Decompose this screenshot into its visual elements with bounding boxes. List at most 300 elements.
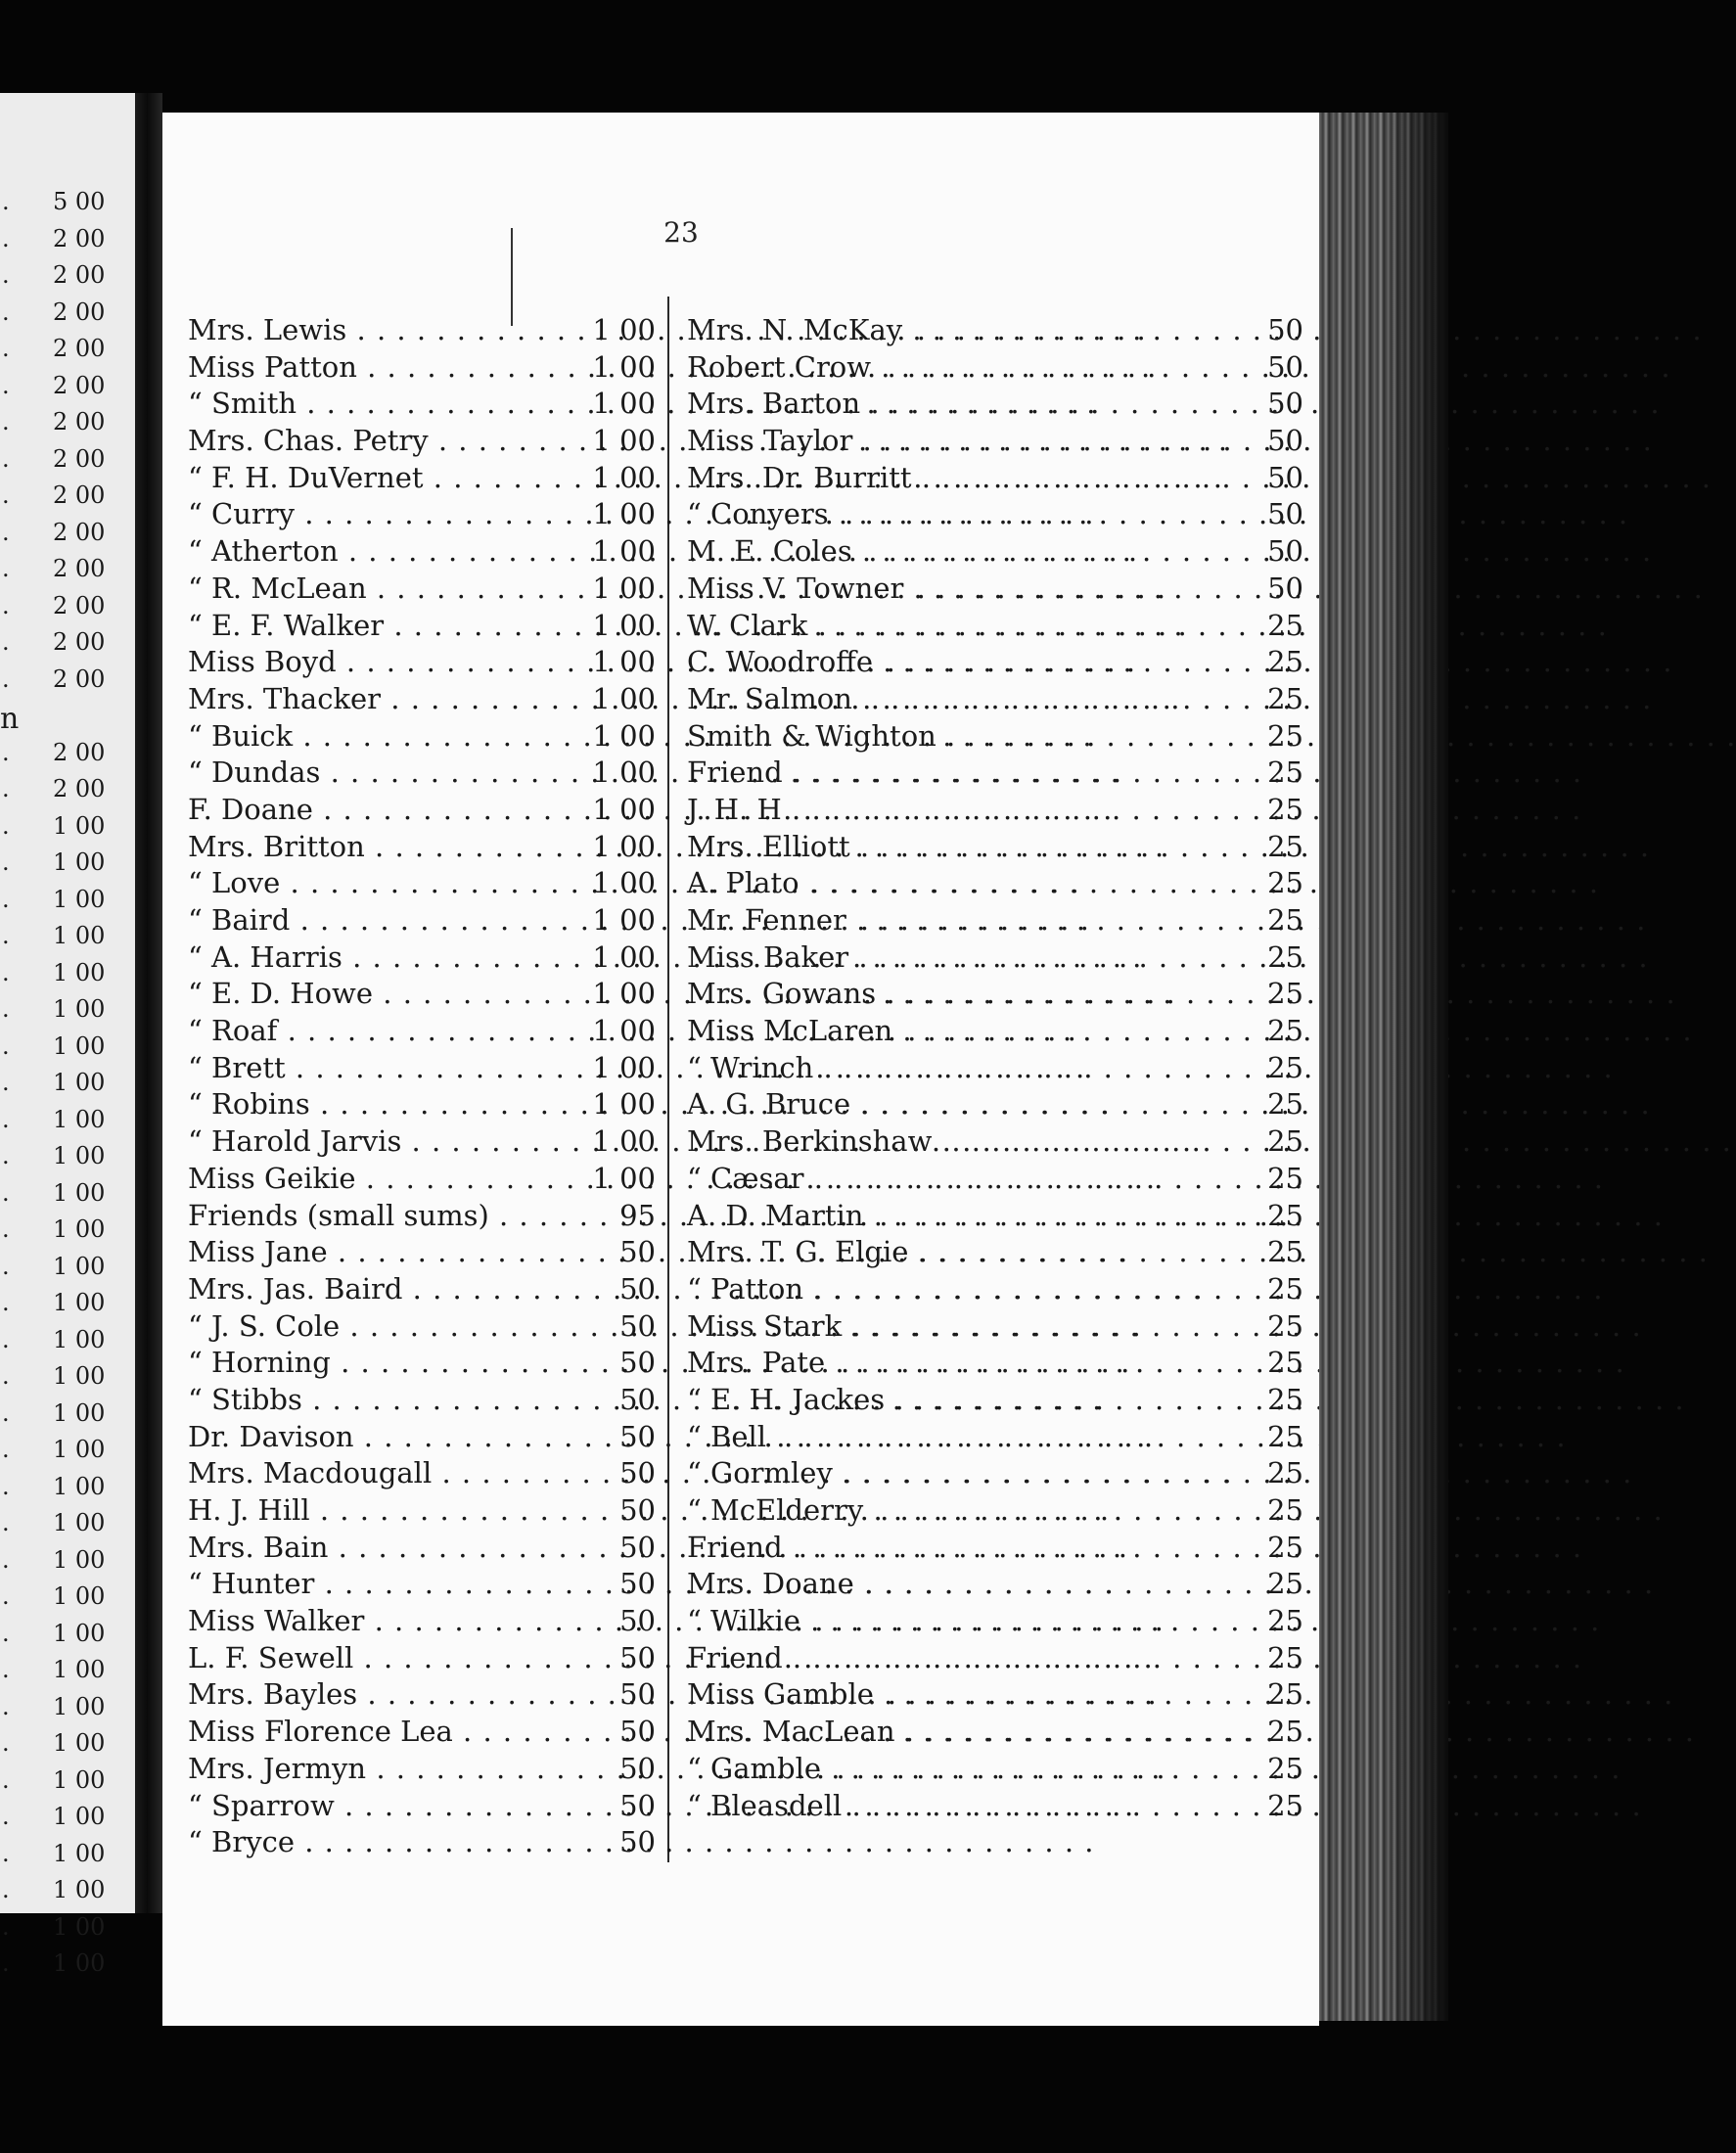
- donation-amount: 25: [1267, 718, 1303, 753]
- donor-prefix: “: [687, 1604, 702, 1638]
- leader-dot: .: [2, 1876, 10, 1903]
- donation-amount: 1 00: [592, 497, 656, 531]
- donor-name-text: F. H. DuVernet: [211, 460, 424, 494]
- left-page-amount-row: [0, 553, 135, 588]
- donation-amount: 25: [1267, 681, 1303, 715]
- donor-name: [188, 386, 555, 423]
- donation-amount: 25: [1267, 1604, 1303, 1638]
- left-page-amount: 2 00: [53, 664, 106, 693]
- left-page-amount: 1 00: [53, 1876, 106, 1903]
- left-page-amount-row: [0, 1580, 135, 1616]
- donor-entry: [188, 1530, 667, 1567]
- donation-amount: 50: [619, 1382, 656, 1416]
- leader-dot: .: [2, 444, 10, 473]
- left-page-amount-row: [0, 1360, 135, 1396]
- donation-amount: 25: [1267, 1640, 1303, 1674]
- donor-name-text: Robert Crow: [687, 349, 872, 384]
- donor-name-text: Elliott: [761, 829, 850, 863]
- donor-prefix: “: [188, 497, 203, 531]
- leader-dot: .: [2, 1289, 10, 1316]
- donor-prefix: “: [188, 387, 203, 421]
- left-page-amount-row: [0, 920, 135, 955]
- left-page-amount-row: [0, 1031, 135, 1066]
- donation-amount: 50: [619, 1604, 656, 1638]
- leader-dot: .: [2, 408, 10, 435]
- leader-dot: .: [2, 1436, 10, 1463]
- donor-name-text: T. G. Elgie: [761, 1235, 909, 1269]
- donor-name-text: Patton: [263, 349, 357, 384]
- donor-name: [188, 1714, 555, 1751]
- donation-amount: 25: [1267, 1161, 1303, 1195]
- donor-name-text: R. McLean: [211, 571, 367, 605]
- leader-dot: .: [2, 1729, 10, 1757]
- donor-entry: [188, 349, 667, 387]
- donor-prefix: Mrs.: [687, 1346, 754, 1380]
- donor-name: [188, 792, 555, 829]
- donor-name: [687, 939, 1078, 977]
- donor-name: [687, 644, 1078, 681]
- donor-name: [188, 1234, 555, 1271]
- donor-name: [687, 1050, 1078, 1087]
- donor-entry: [687, 1271, 1303, 1308]
- donor-name: [188, 1751, 555, 1788]
- leader-dot: .: [2, 1692, 10, 1720]
- left-page-amount: 1 00: [53, 1289, 106, 1316]
- left-page-amount-row: [0, 480, 135, 515]
- donor-name-text: Patton: [710, 1271, 803, 1306]
- donor-prefix: Mrs.: [188, 1271, 254, 1306]
- donation-amount: 1 00: [592, 1050, 656, 1084]
- left-page-amount: 1 00: [53, 1803, 106, 1830]
- donor-entry: [188, 1161, 667, 1198]
- donor-name-text: E. D. Howe: [211, 977, 374, 1011]
- leader-dot: .: [2, 1105, 10, 1133]
- left-page-amount-row: [0, 626, 135, 662]
- donation-amount: 50: [1267, 387, 1303, 421]
- donor-name-text: Baker: [762, 939, 849, 974]
- donation-amount: 1 00: [592, 424, 656, 458]
- book-page: [162, 113, 1319, 2026]
- donor-entry: [188, 755, 667, 792]
- donation-amount: 1 00: [592, 534, 656, 569]
- donor-prefix: “: [188, 1346, 203, 1380]
- donation-amount: 50: [619, 1271, 656, 1306]
- donation-amount: 50: [619, 1419, 656, 1453]
- leader-dot: .: [2, 1509, 10, 1536]
- donor-prefix: “: [188, 1567, 203, 1601]
- donor-name-text: Bryce: [211, 1825, 296, 1859]
- left-page-amount: 2 00: [53, 261, 106, 289]
- leader-dot: .: [2, 298, 10, 326]
- donor-name-text: Friend: [687, 1640, 783, 1674]
- left-page-amount-row: [0, 443, 135, 479]
- leader-dot: .: [2, 958, 10, 986]
- donor-name: [188, 939, 555, 977]
- donor-entry: [687, 829, 1303, 866]
- donation-amount: 50: [619, 1751, 656, 1785]
- donation-amount: 1 00: [592, 718, 656, 753]
- left-page-amount-row: [0, 370, 135, 405]
- donor-name-text: Roaf: [211, 1014, 278, 1048]
- donor-entry: [687, 1086, 1303, 1123]
- donor-entry: [188, 718, 667, 756]
- donor-name: [687, 1751, 1078, 1788]
- donor-prefix: Mrs.: [687, 1567, 754, 1601]
- donor-prefix: “: [188, 1014, 203, 1048]
- donor-name: [188, 681, 555, 718]
- leader-dot: .: [2, 555, 10, 582]
- donor-name-text: Doane: [221, 792, 313, 826]
- donation-amount: 50: [1267, 571, 1303, 605]
- leader-dot: .: [2, 481, 10, 509]
- donor-name: [188, 1382, 555, 1419]
- left-page-amount: 1 00: [53, 1325, 106, 1353]
- donor-entry: [687, 1751, 1303, 1788]
- left-page-amount-row: [0, 517, 135, 552]
- donor-name: [188, 1198, 555, 1235]
- donor-entry: [687, 792, 1303, 829]
- left-page-amount-row: [0, 993, 135, 1029]
- donation-amount: 25: [1267, 1715, 1303, 1749]
- donor-name-text: Gamble: [710, 1751, 822, 1785]
- donor-name: [188, 1308, 555, 1346]
- donor-entry: [188, 1123, 667, 1161]
- donor-prefix: “: [687, 1382, 702, 1416]
- left-page-amount: 2 00: [53, 298, 106, 326]
- donor-entry: [188, 1013, 667, 1050]
- donor-entry: [188, 1455, 667, 1492]
- donor-name-text: A. Harris: [211, 939, 343, 974]
- leader-dot: .: [2, 922, 10, 949]
- donor-name-text: A. D. Martin: [687, 1198, 864, 1232]
- donor-prefix: “: [188, 939, 203, 974]
- donation-amount: 50: [619, 1825, 656, 1859]
- donor-name-text: Jermyn: [262, 1751, 367, 1785]
- donor-name-text: Jane: [263, 1235, 328, 1269]
- donor-name: [687, 1640, 1078, 1677]
- donation-amount: 25: [1267, 1788, 1303, 1822]
- donation-amount: 25: [1267, 1124, 1303, 1159]
- donor-prefix: Miss: [687, 1677, 754, 1712]
- donation-amount: 1 00: [592, 756, 656, 790]
- donor-entry: [188, 939, 667, 977]
- left-page-amount-row: [0, 297, 135, 332]
- leader-dot: .: [2, 1545, 10, 1574]
- left-page-amount: 1 00: [53, 1252, 106, 1280]
- left-page-amount: 1 00: [53, 1619, 106, 1647]
- donor-name-text: E. F. Walker: [211, 608, 385, 642]
- left-page-amount: 1 00: [53, 1765, 106, 1794]
- donor-name-text: Buick: [211, 718, 294, 753]
- left-page-amount-row: [0, 884, 135, 919]
- donor-prefix: Mrs.: [687, 1124, 754, 1159]
- leader-dot: .: [2, 664, 10, 693]
- donor-entry: [188, 1345, 667, 1382]
- left-page-amount: 2 00: [53, 628, 106, 656]
- donor-entry: [687, 1566, 1303, 1603]
- left-page-amount-row: [0, 1140, 135, 1175]
- donor-entry: [687, 386, 1303, 423]
- donor-name: [188, 571, 555, 608]
- left-page-amount-row: [0, 1727, 135, 1763]
- left-page-amount-row: [0, 1324, 135, 1359]
- donor-prefix: Mr.: [687, 681, 736, 715]
- donor-name-text: Macdougall: [262, 1456, 433, 1490]
- donor-entry: [687, 902, 1303, 939]
- donor-name-text: Gormley: [710, 1456, 833, 1490]
- left-page-amount: 2 00: [53, 738, 106, 766]
- left-page-amount-row: [0, 737, 135, 772]
- donor-name-text: Brett: [211, 1050, 286, 1084]
- donor-name: [687, 1455, 1078, 1492]
- donation-amount: 1 00: [592, 313, 656, 346]
- donor-name: [687, 460, 1078, 497]
- donation-amount: 50: [619, 1567, 656, 1601]
- donor-prefix: “: [188, 460, 203, 494]
- donation-amount: 25: [1267, 829, 1303, 863]
- left-page-amount-row: [0, 1471, 135, 1506]
- donor-name: [188, 1676, 555, 1714]
- donation-amount: 50: [1267, 460, 1303, 494]
- donor-prefix: “: [687, 1751, 702, 1785]
- donor-name: [687, 755, 1078, 792]
- donation-amount: 50: [619, 1456, 656, 1490]
- donation-amount: 25: [1267, 939, 1303, 974]
- donor-name: [188, 1824, 555, 1861]
- donor-name-text: Stibbs: [211, 1382, 302, 1416]
- donor-name-text: Taylor: [762, 424, 853, 458]
- donation-amount: 95: [619, 1198, 656, 1232]
- left-page-amount: 1 00: [53, 1142, 106, 1169]
- donor-prefix: Mrs.: [687, 829, 754, 863]
- donor-name-text: Atherton: [211, 534, 339, 569]
- donor-entry: [687, 1640, 1303, 1677]
- donor-name: [687, 865, 1078, 902]
- donor-name: [687, 533, 1078, 571]
- donor-name: [188, 718, 555, 756]
- donor-entry: [687, 1308, 1303, 1346]
- left-page-amount-row: [0, 847, 135, 882]
- left-page-amount: 1 00: [53, 885, 106, 913]
- donation-amount: 1 00: [592, 681, 656, 715]
- leader-dot: .: [2, 1839, 10, 1867]
- donation-amount: 25: [1267, 903, 1303, 937]
- left-page-amount-row: [0, 186, 135, 221]
- left-page-amount: 2 00: [53, 335, 106, 362]
- left-page-amount: 1 00: [53, 1105, 106, 1133]
- donation-amount: 25: [1267, 1567, 1303, 1601]
- donor-entry: [188, 1086, 667, 1123]
- donor-entry: [687, 1013, 1303, 1050]
- donor-entry: [188, 1234, 667, 1271]
- donor-entry: [687, 496, 1303, 533]
- book-gutter: [135, 93, 162, 1913]
- donation-amount: 25: [1267, 792, 1303, 826]
- left-page-amount: 1 00: [53, 1582, 106, 1610]
- donor-name: [687, 1714, 1078, 1751]
- donor-name-text: Wrinch: [710, 1050, 814, 1084]
- donor-entry: [687, 1123, 1303, 1161]
- donation-amount: 50: [619, 1493, 656, 1527]
- donor-entry: [687, 644, 1303, 681]
- donor-name-text: McLaren: [762, 1014, 893, 1048]
- donor-name-text: Thacker: [262, 681, 382, 715]
- donor-name: [188, 1161, 555, 1198]
- left-page-amount-row: [0, 1434, 135, 1469]
- left-page-amount-row: [0, 957, 135, 992]
- donation-amount: 1 00: [592, 387, 656, 421]
- left-page-amount: 1 00: [53, 1545, 106, 1574]
- donor-entry: [188, 902, 667, 939]
- donation-amount: 1 00: [592, 460, 656, 494]
- donor-name-text: Smith & Wighton: [687, 718, 937, 753]
- donor-entry: [188, 1419, 667, 1456]
- donor-prefix: “: [188, 1308, 203, 1343]
- leader-dot: .: [2, 1912, 10, 1941]
- donor-entry: [188, 1198, 667, 1235]
- donor-entry: [687, 1382, 1303, 1419]
- donor-entry: [188, 460, 667, 497]
- donation-amount: 25: [1267, 1456, 1303, 1490]
- donor-prefix: Miss: [188, 1235, 255, 1269]
- donor-prefix: “: [188, 1825, 203, 1859]
- donor-entry: [687, 1161, 1303, 1198]
- donor-name-text: Dr. Burritt: [761, 460, 912, 494]
- donation-amount: 1 00: [592, 977, 656, 1011]
- donor-name: [687, 1419, 1078, 1456]
- donor-entry: [687, 312, 1303, 349]
- donor-name: [687, 1013, 1078, 1050]
- donor-name: [188, 1123, 555, 1161]
- donor-name: [687, 312, 1078, 349]
- donor-prefix: Miss: [687, 571, 754, 605]
- donor-prefix: Miss: [188, 1715, 255, 1749]
- donor-entry: [687, 423, 1303, 460]
- donor-name: [687, 792, 1078, 829]
- left-page-amount: 2 00: [53, 775, 106, 802]
- donor-name: [188, 1492, 555, 1530]
- donor-entry: [687, 1455, 1303, 1492]
- left-page-amount-row: [0, 1214, 135, 1249]
- donor-name-text: Gowans: [761, 977, 877, 1011]
- donor-name-text: Stark: [762, 1308, 843, 1343]
- donor-name-text: Berkinshaw: [761, 1124, 933, 1159]
- donor-name: [188, 1271, 555, 1308]
- leader-dot: .: [2, 628, 10, 656]
- donor-entry: [687, 865, 1303, 902]
- donor-entry: [687, 1234, 1303, 1271]
- left-page-amount-row: [0, 1067, 135, 1102]
- donor-entry: [188, 1824, 667, 1861]
- donor-prefix: Miss: [687, 939, 754, 974]
- donor-prefix: “: [687, 497, 702, 531]
- donor-entry: [687, 1345, 1303, 1382]
- donor-name-text: Bayles: [262, 1677, 358, 1712]
- donor-name-text: Horning: [211, 1346, 331, 1380]
- leader-dot: .: [2, 1252, 10, 1280]
- donation-amount: 1 00: [592, 1014, 656, 1048]
- leader-dot: .: [2, 1619, 10, 1647]
- donor-prefix: “: [687, 1161, 702, 1195]
- page-number: 23: [663, 216, 699, 249]
- left-page-amount-row: [0, 664, 135, 699]
- donor-name: [687, 423, 1078, 460]
- donor-prefix: Mrs.: [687, 977, 754, 1011]
- donor-prefix: “: [188, 756, 203, 790]
- donor-name-text: Florence Lea: [263, 1715, 453, 1749]
- donor-prefix: Mrs.: [687, 1715, 754, 1749]
- donation-amount: 50: [619, 1530, 656, 1564]
- donor-entry: [687, 1788, 1303, 1825]
- donor-name-text: Curry: [211, 497, 296, 531]
- donation-amount: 25: [1267, 1751, 1303, 1785]
- donation-amount: 1 00: [592, 792, 656, 826]
- donor-name-text: Sparrow: [211, 1788, 335, 1822]
- left-page-amount: 1 00: [53, 811, 106, 840]
- donor-prefix: Miss: [188, 1604, 255, 1638]
- left-page-amount: 1 00: [53, 922, 106, 949]
- left-page-amount-row: [0, 1654, 135, 1689]
- donor-name: [188, 755, 555, 792]
- donation-amount: 25: [1267, 866, 1303, 900]
- donor-prefix: Mrs.: [687, 460, 754, 494]
- donor-entry: [687, 460, 1303, 497]
- donor-name-text: Harold Jarvis: [211, 1124, 402, 1159]
- donor-name: [687, 1788, 1078, 1825]
- leader-dot: .: [2, 518, 10, 546]
- donor-name: [188, 829, 555, 866]
- donor-name-text: Cæsar: [710, 1161, 804, 1195]
- donor-name-text: M. E. Coles: [687, 534, 852, 569]
- donor-name-text: Jas. Baird: [262, 1271, 403, 1306]
- donor-entry: [188, 533, 667, 571]
- left-page-amount-row: [0, 590, 135, 625]
- donor-name-text: J. S. Cole: [211, 1308, 341, 1343]
- left-page-amount-row: [0, 1397, 135, 1433]
- donor-prefix: F.: [188, 792, 212, 826]
- donation-amount: 25: [1267, 645, 1303, 679]
- donor-name-text: V. Towner: [762, 571, 904, 605]
- donor-name-text: Gamble: [762, 1677, 874, 1712]
- donor-name: [188, 1603, 555, 1640]
- donor-name-text: Bain: [262, 1530, 329, 1564]
- donor-prefix: Mrs.: [188, 1677, 254, 1712]
- donor-name: [687, 1123, 1078, 1161]
- donor-prefix: Mrs.: [188, 1530, 254, 1564]
- donor-name-text: Friend: [687, 1530, 783, 1564]
- left-page-amount-row: [0, 1911, 135, 1947]
- donor-name: [687, 1566, 1078, 1603]
- leader-dot: .: [2, 995, 10, 1023]
- left-page-amount: 2 00: [53, 408, 106, 435]
- donation-amount: 1 00: [592, 866, 656, 900]
- donor-name-text: Walker: [263, 1604, 365, 1638]
- leader-dot: .: [2, 224, 10, 252]
- donor-entry: [188, 1640, 667, 1677]
- left-page-amount-row: [0, 1507, 135, 1542]
- donation-amount: 1 00: [592, 645, 656, 679]
- donation-amount: 1 00: [592, 939, 656, 974]
- donation-amount: 25: [1267, 1235, 1303, 1269]
- donation-amount: 25: [1267, 608, 1303, 642]
- donor-prefix: “: [687, 1788, 702, 1822]
- donor-entry: [687, 718, 1303, 756]
- donor-entry: [687, 571, 1303, 608]
- donor-name: [188, 349, 555, 387]
- donor-name-text: E. H. Jackes: [710, 1382, 886, 1416]
- donor-name-text: Hunter: [211, 1567, 315, 1601]
- donor-name-text: MacLean: [761, 1715, 895, 1749]
